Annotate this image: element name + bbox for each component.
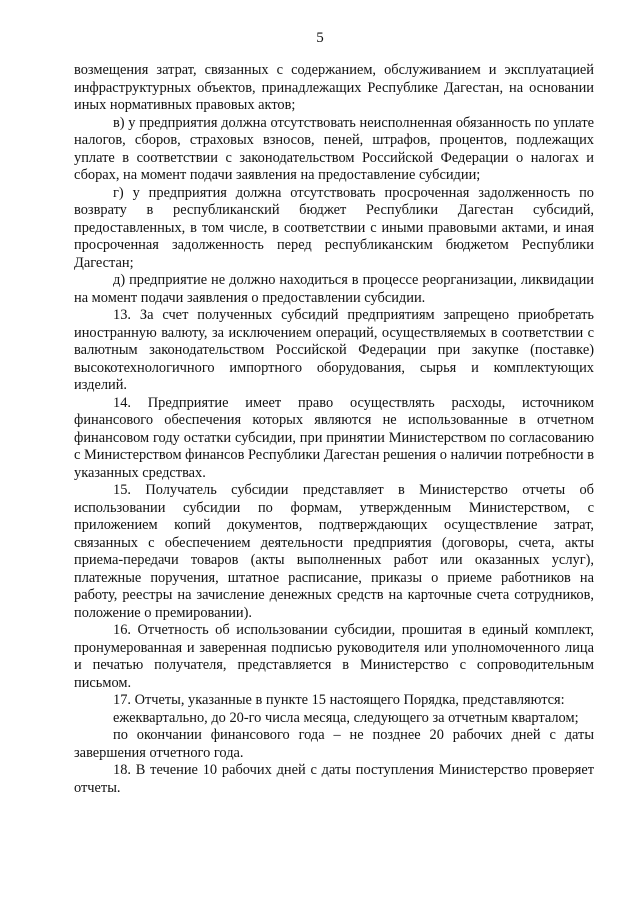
paragraph-14: 14. Предприятие имеет право осуществлять расходы, источником финансового обеспечения которых являются не использованные в отчетном финансовом году остатки субсидии, при принятии Министерством по согласованию с Министерством финансов Республики Дагестан решения о наличии потребности в указанных средствах. — [74, 394, 594, 481]
paragraph-18: 18. В течение 10 рабочих дней с даты поступления Министерство проверяет отчеты. — [74, 762, 594, 796]
paragraph-13: 13. За счет полученных субсидий предприятиям запрещено приобретать иностранную валюту, за исключением операций, осуществляемых в соответствии с валютным законодательством Российской Федерации при закупке (поставке) высокотехнологичного импортного оборудования, сырья и комплектующих изделий. — [74, 307, 594, 393]
page-number: 5 — [316, 30, 324, 46]
paragraph-17-quarterly: ежеквартально, до 20-го числа месяца, следующего за отчетным кварталом; — [113, 709, 579, 726]
paragraph-17: 17. Отчеты, указанные в пункте 15 настоящего Порядка, представляются: — [113, 692, 565, 708]
paragraph-continuation: возмещения затрат, связанных с содержанием, обслуживанием и эксплуатацией инфраструктурных объектов, принадлежащих Республике Дагестан, на основании иных нормативных правовых актов; — [74, 62, 594, 113]
paragraph-17-annual: по окончании финансового года – не позднее 20 рабочих дней с даты завершения отчетного года. — [74, 727, 594, 761]
paragraph-12-g: г) у предприятия должна отсутствовать просроченная задолженность по возврату в республиканский бюджет Республики Дагестан субсидий, предоставленных, в том числе, в соответствии с иными правовыми актами, и иная просроченная задолженность перед республиканским бюджетом Республики Дагестан; — [74, 184, 594, 271]
paragraph-12-d: д) предприятие не должно находиться в процессе реорганизации, ликвидации на момент подачи заявления о предоставлении субсидии. — [74, 272, 594, 306]
document-body — [74, 62, 594, 797]
paragraph-16: 16. Отчетность об использовании субсидии, прошитая в единый комплект, пронумерованная и заверенная подписью руководителя или уполномоченного лица и печатью получателя, представляется в Министерство с сопроводительным письмом. — [74, 622, 594, 691]
paragraph-15: 15. Получатель субсидии представляет в Министерство отчеты об использовании субсидии по формам, утвержденным Министерством, с приложением копий документов, подтверждающих осуществление затрат, связанных с обеспечением деятельности предприятия (договоры, счета, акты приема-передачи товаров (акты выполненных работ или оказанных услуг), платежные поручения, штатное расписание, приказы о приеме работников на работу, реестры на зачисление денежных средств на карточные счета сотрудников, положение о премировании). — [74, 482, 594, 621]
paragraph-12-v: в) у предприятия должна отсутствовать неисполненная обязанность по уплате налогов, сборов, страховых взносов, пеней, штрафов, процентов, подлежащих уплате в соответствии с законодательством Российской Федерации о налогах и сборах, на момент подачи заявления на предоставление субсидии; — [74, 114, 594, 183]
